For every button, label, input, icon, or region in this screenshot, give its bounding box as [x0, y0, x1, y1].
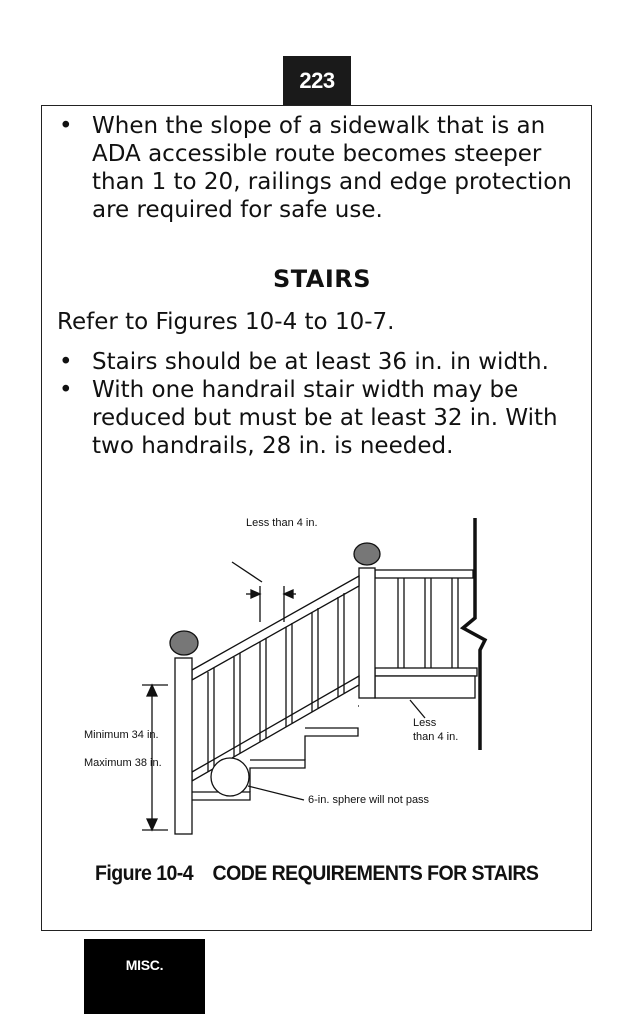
handrail — [192, 576, 359, 680]
bullet-icon: • — [59, 349, 73, 375]
list-item — [57, 376, 587, 460]
list-item — [57, 348, 587, 376]
caption-number: Figure 10-4 — [95, 862, 194, 885]
lower-post-cap — [170, 631, 198, 655]
page-number-tab: 223 — [283, 56, 351, 105]
label-sphere: 6-in. sphere will not pass — [308, 794, 430, 806]
section-heading: STAIRS — [272, 265, 372, 293]
bullet-text: When the slope of a sidewalk that is an ADA accessible route becomes steeper than 1 to 20, railings and edge protection are required for safe use. — [92, 113, 572, 223]
sphere-icon — [211, 758, 249, 796]
bullet-text: Stairs should be at least 36 in. in width. — [92, 349, 549, 375]
upper-post-cap — [354, 543, 380, 565]
label-less: Less — [413, 717, 437, 729]
upper-newel-post — [359, 568, 375, 698]
figure-caption — [95, 862, 538, 886]
chapter-tab: MISC. — [84, 939, 205, 1014]
bullet-icon: • — [59, 377, 73, 403]
wall-line — [463, 518, 485, 750]
label-less-than-top: Less than 4 in. — [246, 517, 318, 529]
label-than: than 4 in. — [413, 731, 459, 743]
stair-diagram — [80, 510, 500, 845]
list-item — [57, 112, 587, 224]
landing-bottom-rail — [375, 668, 477, 676]
bullet-text: With one handrail stair width may be reduced but must be at least 32 in. With two handrails, 28 in. is needed. — [92, 377, 558, 459]
lower-newel-post — [175, 658, 192, 834]
bullet-icon: • — [59, 113, 73, 139]
page-content — [57, 112, 587, 459]
refer-text: Refer to Figures 10-4 to 10-7. — [57, 309, 395, 335]
label-maximum: Maximum 38 in. — [84, 757, 162, 769]
label-minimum: Minimum 34 in. — [84, 729, 159, 741]
landing-top-rail — [375, 570, 473, 578]
intro-bullet-list — [57, 112, 587, 224]
caption-title: CODE REQUIREMENTS FOR STAIRS — [212, 862, 539, 885]
stairs-bullet-list — [57, 348, 587, 460]
